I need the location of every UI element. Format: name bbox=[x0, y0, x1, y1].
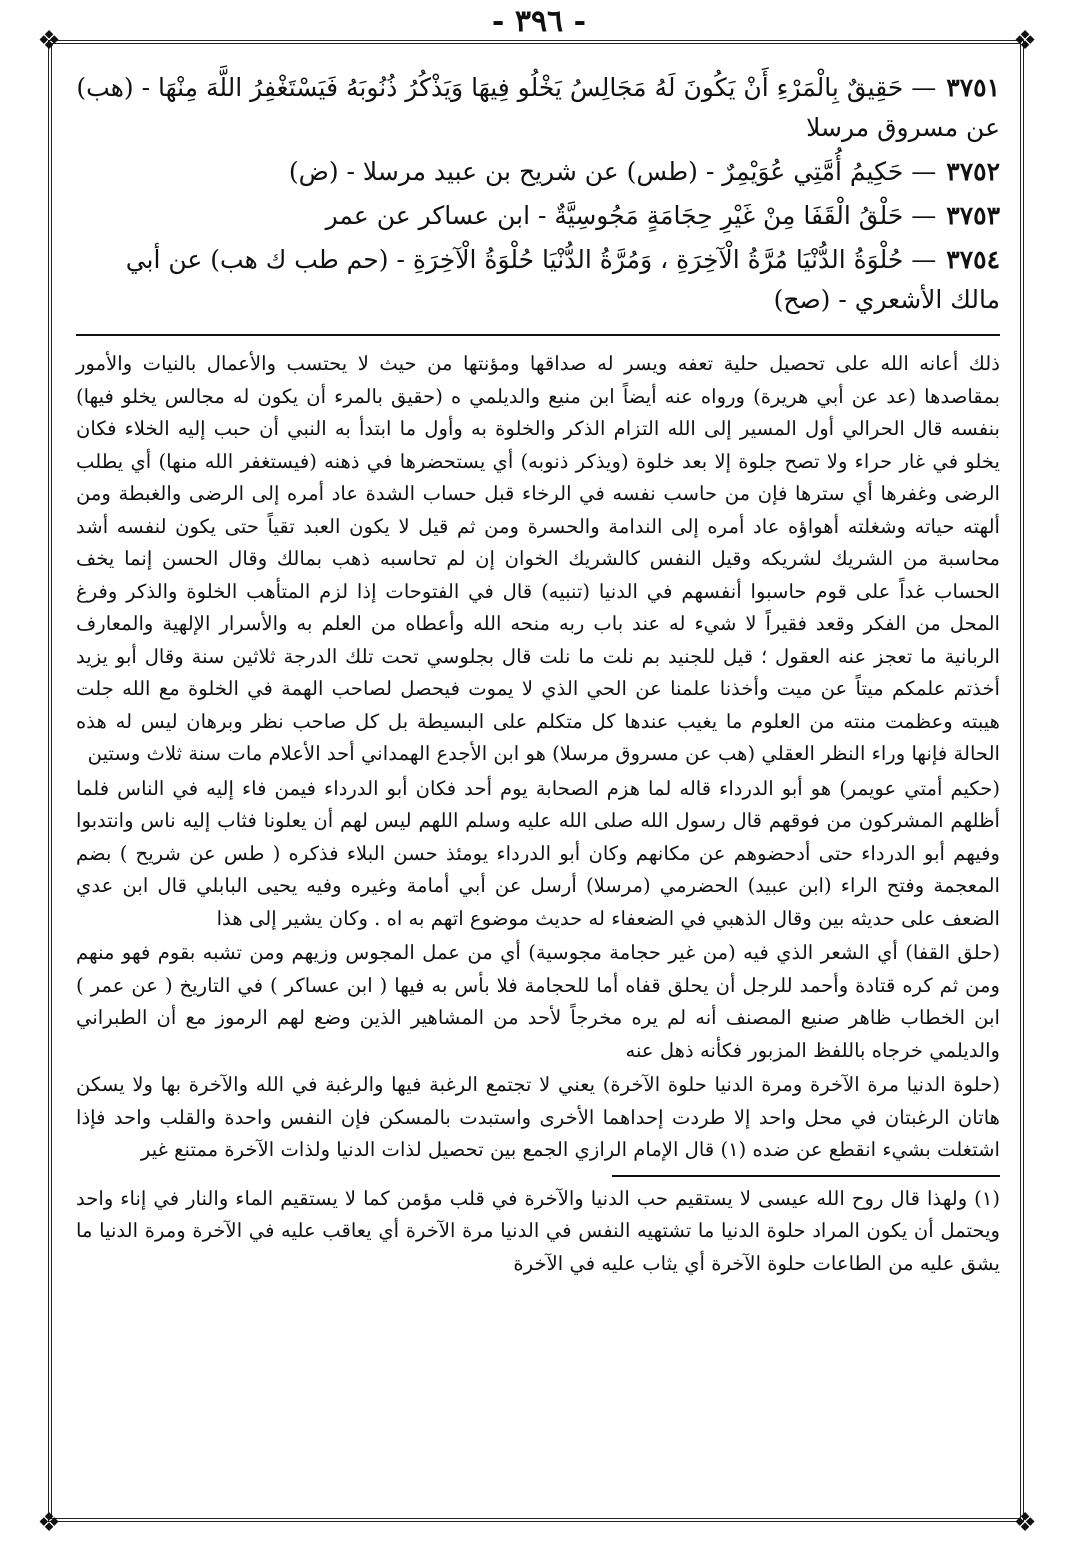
hadith-text: — حَقِيقٌ بِالْمَرْءِ أَنْ يَكُونَ لَهُ مَجَالِسُ يَخْلُو فِيهَا وَيَذْكُرُ ذُنُوبَهُ فَيَسْتَغْفِرُ اللَّهَ مِنْهَا - (هب) عن مسروق مرسلا bbox=[76, 73, 1000, 142]
page-number: - ٣٩٦ - bbox=[491, 4, 587, 39]
commentary-section bbox=[76, 348, 1000, 1167]
footnote: (١) ولهذا قال روح الله عيسى لا يستقيم حب الدنيا والآخرة في قلب مؤمن كما لا يستقيم الماء والنار في إناء واحد ويحتمل أن يكون المراد حلوة الدنيا ما تشتهيه النفس في الدنيا مرة الآخرة أي يعاقب عليه في الآخرة ومرة الدنيا ما يشق عليه من الطاعات حلوة الآخرة أي يثاب عليه في الآخرة bbox=[76, 1186, 1000, 1275]
commentary-paragraph: (حلوة الدنيا مرة الآخرة ومرة الدنيا حلوة الآخرة) يعني لا تجتمع الرغبة فيها والرغبة في الله والآخرة بها ولا يسكن هاتان الرغبتان في محل واحد إلا طردت إحداهما الأخرى واستبدت بالمسكن فإن النفس واحدة والقلب واحد فإذا اشتغلت بشيء انقطع عن ضده (١) قال الإمام الرازي الجمع بين تحصيل لذات الدنيا ولذات الآخرة ممتنع غير bbox=[76, 1073, 1000, 1161]
commentary-paragraph: (حلق القفا) أي الشعر الذي فيه (من غير حجامة مجوسية) أي من عمل المجوس وزيهم ومن تشبه بقوم فهو منهم ومن ثم كره قتادة وأحمد للرجل أن يحلق قفاه أما للحجامة فلا بأس به فيها ( ابن عساكر ) في التاريخ ( عن عمر ) ابن الخطاب ظاهر صنيع المصنف أنه لم يره مخرجاً لأحد من المشاهير الذين وضع لهم الرموز مع أن الطبراني والديلمي خرجاه باللفظ المزبور فكأنه ذهل عنه bbox=[76, 941, 1000, 1062]
page-content bbox=[76, 68, 1000, 1280]
footnote-divider bbox=[612, 1175, 1000, 1177]
commentary-paragraph: ذلك أعانه الله على تحصيل حلية تعفه ويسر له صداقها ومؤنتها من حيث لا يحتسب والأعمال بالنيات والأمور بمقاصدها (عد عن أبي هريرة) ورواه عنه أيضاً ابن منيع والديلمي ه (حقيق بالمرء أن يكون له مجالس يخلو فيها) بنفسه قال الحرالي أول المسير إلى الله التزام الذكر والخلوة به وأول ما ابتدأ به النبي أن حبب إليه الخلاء فكان يخلو في غار حراء ولا تصح جلوة إلا بعد خلوة (ويذكر ذنوبه) أي يستحضرها في ذهنه (فيستغفر الله منها) أي يطلب الرضى وغفرها أي سترها فإن من حاسب نفسه في الرخاء قبل حساب الشدة عاد أمره إلى الرضى والغبطة ومن ألهته حياته وشغلته أهواؤه عاد أمره إلى الندامة والحسرة ومن ثم قيل لا يكون العبد تقياً حتى يكون لنفسه أشد محاسبة من الشريك لشريكه وقيل النفس كالشريك الخوان إن لم تحاسبه ذهب بمالك وقال الحسن إنما يخف الحساب غداً على قوم حاسبوا أنفسهم في الدنيا (تنبيه) قال في الفتوحات إذا لزم المتأهب الخلوة والذكر وفرغ المحل من الفكر وقعد فقيراً لا شيء له عند باب ربه منحه الله وأعطاه من العلم به والأسرار الإلهية والمعارف الربانية ما تعجز عنه العقول ؛ قيل للجنيد بم نلت ما نلت قال بجلوسي تحت تلك الدرجة ثلاثين سنة وقال أبو يزيد أخذتم علمكم ميتاً عن ميت وأخذنا علمنا عن الحي الذي لا يموت فيحصل لصاحب الهمة في الخلوة مع الله جلت هيبته وعظمت منته من العلوم ما يغيب عندها كل متكلم على البسيطة بل كل صاحب نظر وبرهان ليس له هذه الحالة فإنها وراء النظر العقلي (هب عن مسروق مرسلا) هو ابن الأجدع الهمداني أحد الأعلام مات سنة ثلاث وستين bbox=[76, 352, 1000, 765]
hadith-entry bbox=[76, 196, 1000, 236]
commentary-paragraph: (حكيم أمتي عويمر) هو أبو الدرداء قاله لما هزم الصحابة يوم أحد فكان أبو الدرداء فيمن فاء إليه في الناس فلما أظلهم المشركون من فوقهم قال رسول الله صلى الله عليه وسلم اللهم ليس لهم أن يعلونا فثاب إليه ناس وانتدبوا وفيهم أبو الدرداء حتى أدحضوهم عن مكانهم وكان أبو الدرداء يومئذ حسن البلاء فذكره ( طس عن شريح ) بضم المعجمة وفتح الراء (ابن عبيد) الحضرمي (مرسلا) أرسل عن أبي أمامة وغيره وفيه يحيى البابلي قال ابن عدي الضعف على حديثه بين وقال الذهبي في الضعفاء له حديث موضوع اتهم به اه . وكان يشير إلى هذا bbox=[76, 776, 1000, 930]
ornament-corner-icon: ❖ bbox=[37, 1508, 61, 1538]
ornament-corner-icon: ❖ bbox=[37, 26, 61, 56]
hadith-number: ٣٧٥٢ bbox=[946, 157, 1000, 186]
hadith-number: ٣٧٥٣ bbox=[946, 201, 1000, 230]
hadith-entry bbox=[76, 152, 1000, 192]
hadith-entry bbox=[76, 240, 1000, 320]
ornament-corner-icon: ❖ bbox=[1013, 1508, 1037, 1538]
section-divider bbox=[76, 334, 1000, 336]
hadith-text: — حَلْقُ الْقَفَا مِنْ غَيْرِ حِجَامَةٍ مَجُوسِيَّةٌ - ابن عساكر عن عمر bbox=[325, 201, 937, 230]
hadith-list bbox=[76, 68, 1000, 320]
hadith-text: — حُلْوَةُ الدُّنْيَا مُرَّةُ الْآخِرَةِ ، وَمُرَّةُ الدُّنْيَا حُلْوَةُ الْآخِرَةِ - (حم طب ك هب) عن أبي مالك الأشعري - (صح) bbox=[125, 245, 1000, 314]
hadith-number: ٣٧٥١ bbox=[946, 73, 1000, 102]
hadith-number: ٣٧٥٤ bbox=[946, 245, 1000, 274]
ornament-corner-icon: ❖ bbox=[1013, 26, 1037, 56]
hadith-text: — حَكِيمُ أُمَّتِي عُوَيْمِرٌ - (طس) عن شريح بن عبيد مرسلا - (ض) bbox=[288, 157, 937, 186]
hadith-entry bbox=[76, 68, 1000, 148]
